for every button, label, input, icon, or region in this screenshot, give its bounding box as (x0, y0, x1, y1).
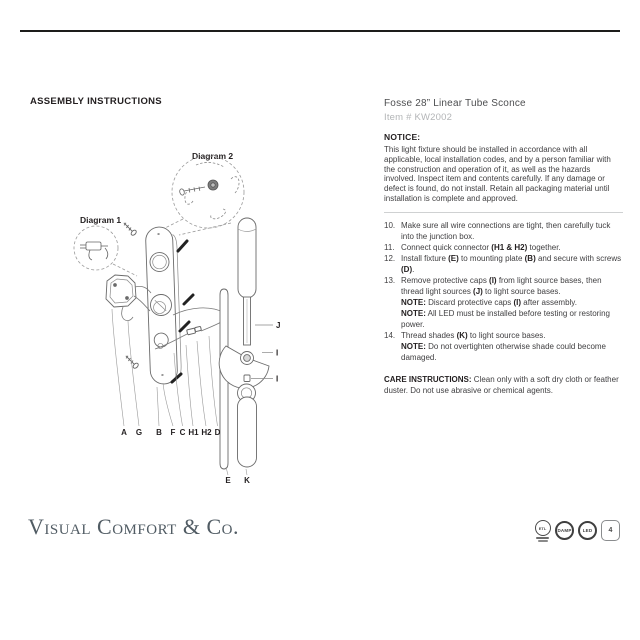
assembly-steps-list (384, 220, 623, 363)
top-shade-tube (238, 218, 256, 298)
product-item-number: Item # KW2002 (384, 112, 453, 123)
assembly-diagram-svg (55, 135, 315, 495)
page-number-badge: 4 (601, 520, 620, 541)
step-item: 14. Thread shades (K) to light source bases. (384, 330, 546, 340)
quick-connector-icon (80, 242, 108, 260)
callout-h1: H1 (188, 428, 199, 437)
callout-b: B (156, 428, 162, 437)
section-divider (384, 212, 623, 213)
junction-box (106, 275, 136, 307)
page-title: ASSEMBLY INSTRUCTIONS (30, 96, 162, 107)
notice-label: NOTICE: (384, 132, 421, 142)
callout-e: E (225, 476, 231, 485)
callout-c: C (179, 428, 186, 437)
step-note: NOTE: Do not overtighten otherwise shade could become damaged. (401, 341, 606, 362)
step-note: NOTE: All LED must be installed before testing or restoring power. (401, 308, 610, 329)
callout-f: F (170, 428, 176, 437)
diagram-1-detail-circle (74, 226, 118, 270)
callout-a: A (121, 428, 127, 437)
detail-screw-icon (179, 187, 205, 196)
step-item: 11. Connect quick connector (H1 & H2) together. (384, 242, 561, 252)
callout-k: K (244, 476, 250, 485)
callout-i1: I (276, 348, 279, 358)
diagram-1-label: Diagram 1 (80, 215, 122, 225)
callout-d: D (214, 428, 221, 437)
light-source-stem (244, 297, 251, 345)
brand-logo: Visual Comfort & Co. (28, 514, 239, 539)
callout-j: J (276, 321, 281, 330)
screw-icon-top (122, 221, 138, 237)
step-item: 10. Make sure all wire connections are tight, then carefully tuck into the junction box. (384, 220, 611, 241)
diagram-2-label: Diagram 2 (192, 151, 234, 161)
step-note: NOTE: Discard protective caps (I) after assembly. (401, 297, 577, 307)
step-item: 13. Remove protective caps (I) from light source bases, then thread light sources (J) to light source bases. (384, 275, 602, 296)
callout-h2: H2 (201, 428, 212, 437)
diagram-2-detail-circle (172, 156, 244, 228)
certification-badges (534, 520, 620, 542)
etl-certification-icon: ETL (534, 520, 551, 542)
step-item: 12. Install fixture (E) to mounting plate (B) and secure with screws (D). (384, 253, 622, 274)
wire-connector (187, 326, 202, 335)
assembly-diagram (55, 135, 315, 495)
mounting-plate (145, 226, 181, 384)
care-instructions: CARE INSTRUCTIONS: Clean only with a soft dry cloth or feather duster. Do not use abrasive or chemical agents. (384, 374, 619, 395)
led-badge: LED (578, 521, 597, 540)
instructions-column (384, 98, 623, 396)
product-name: Fosse 28” Linear Tube Sconce (384, 98, 526, 109)
callout-g: G (135, 428, 143, 437)
damp-rating-badge: DAMP (555, 521, 574, 540)
notice-body: This light fixture should be installed in accordance with all applicable, local installation codes, and by a person familiar with the construction and operation of it, as well as the hazards involved. Inspect item and contents carefully. If any damage or defect is found, do not install. Retain all packaging material until installation is complete and approved. (384, 145, 611, 203)
top-rule (20, 30, 620, 32)
callout-i2: I (276, 374, 279, 384)
protective-cap (244, 375, 250, 382)
bottom-shade-tube (238, 397, 257, 467)
